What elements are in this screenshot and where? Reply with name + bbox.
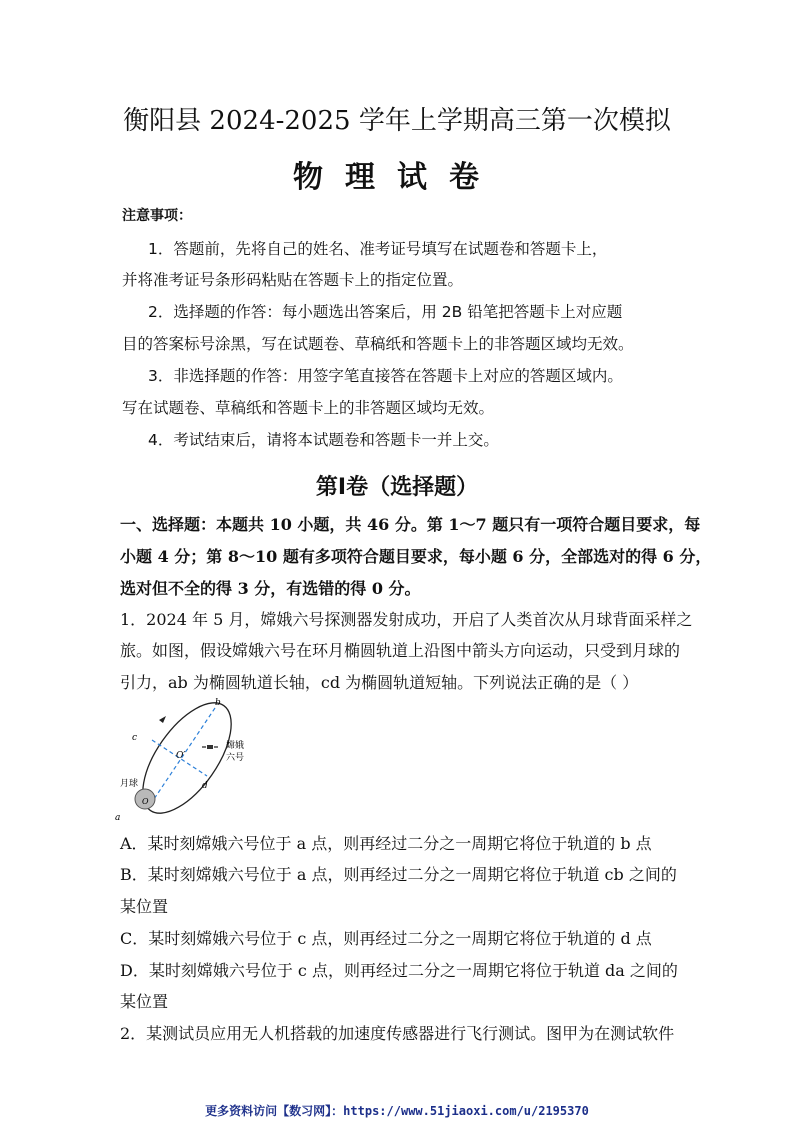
section-instruction: 一、选择题：本题共 10 小题，共 46 分。第 1～7 题只有一项符合题目要求，每 — [120, 515, 701, 534]
option-b-cont: 某位置 — [120, 897, 169, 916]
footer-link[interactable]: 更多资料访问【数习网】：https://www.51jiaoxi.com/u/2195370 — [205, 1104, 589, 1118]
orbit-figure — [112, 698, 262, 823]
option-a: A．某时刻嫦娥六号位于 a 点，则再经过二分之一周期它将位于轨道的 b 点 — [120, 834, 652, 853]
label-probe-2: 六号 — [226, 753, 245, 763]
notice-line: 并将准考证号条形码粘贴在答题卡上的指定位置。 — [122, 271, 464, 289]
exam-title: 衡阳县 2024-2025 学年上学期高三第一次模拟 — [123, 106, 671, 136]
arrow-direction-icon — [159, 716, 166, 723]
notice-heading: 注意事项： — [122, 208, 192, 224]
label-b: b — [215, 698, 221, 708]
section-title: 第Ⅰ卷（选择题） — [315, 475, 479, 500]
option-c: C．某时刻嫦娥六号位于 c 点，则再经过二分之一周期它将位于轨道的 d 点 — [120, 929, 652, 948]
question-1-stem: 旅。如图，假设嫦娥六号在环月椭圆轨道上沿图中箭头方向运动，只受到月球的 — [120, 641, 681, 660]
option-d: D．某时刻嫦娥六号位于 c 点，则再经过二分之一周期它将位于轨道 da 之间的 — [120, 961, 678, 980]
question-1-stem: 1．2024 年 5 月，嫦娥六号探测器发射成功，开启了人类首次从月球背面采样之 — [120, 610, 693, 629]
label-d: d — [202, 781, 208, 791]
label-c: c — [132, 733, 138, 743]
notice-line: 目的答案标号涂黑，写在试题卷、草稿纸和答题卡上的非答题区域均无效。 — [122, 335, 634, 353]
notice-line: 4．考试结束后，请将本试题卷和答题卡一并上交。 — [148, 431, 499, 449]
label-center: O′ — [176, 751, 186, 761]
section-instruction: 选对但不全的得 3 分，有选错的得 0 分。 — [120, 579, 421, 598]
notice-line: 3．非选择题的作答：用签字笔直接答在答题卡上对应的答题区域内。 — [148, 367, 623, 385]
probe-icon — [202, 745, 218, 749]
section-instruction: 小题 4 分；第 8～10 题有多项符合题目要求，每小题 6 分，全部选对的得 6 分， — [120, 547, 712, 566]
notice-line: 2．选择题的作答：每小题选出答案后，用 2B 铅笔把答题卡上对应题 — [148, 303, 623, 321]
notice-line: 写在试题卷、草稿纸和答题卡上的非答题区域均无效。 — [122, 399, 495, 417]
label-focus: O — [142, 797, 149, 806]
question-2-stem: 2．某测试员应用无人机搭载的加速度传感器进行飞行测试。图甲为在测试软件 — [120, 1024, 675, 1043]
option-b: B．某时刻嫦娥六号位于 a 点，则再经过二分之一周期它将位于轨道 cb 之间的 — [120, 865, 677, 884]
option-d-cont: 某位置 — [120, 992, 169, 1011]
question-1-stem: 引力，ab 为椭圆轨道长轴，cd 为椭圆轨道短轴。下列说法正确的是（ ） — [120, 673, 639, 692]
exam-subtitle: 物理试卷 — [293, 160, 501, 195]
label-probe-1: 嫦娥 — [226, 741, 245, 751]
label-moon: 月球 — [120, 779, 139, 789]
label-a: a — [115, 813, 121, 823]
notice-line: 1．答题前，先将自己的姓名、准考证号填写在试题卷和答题卡上， — [148, 240, 608, 258]
